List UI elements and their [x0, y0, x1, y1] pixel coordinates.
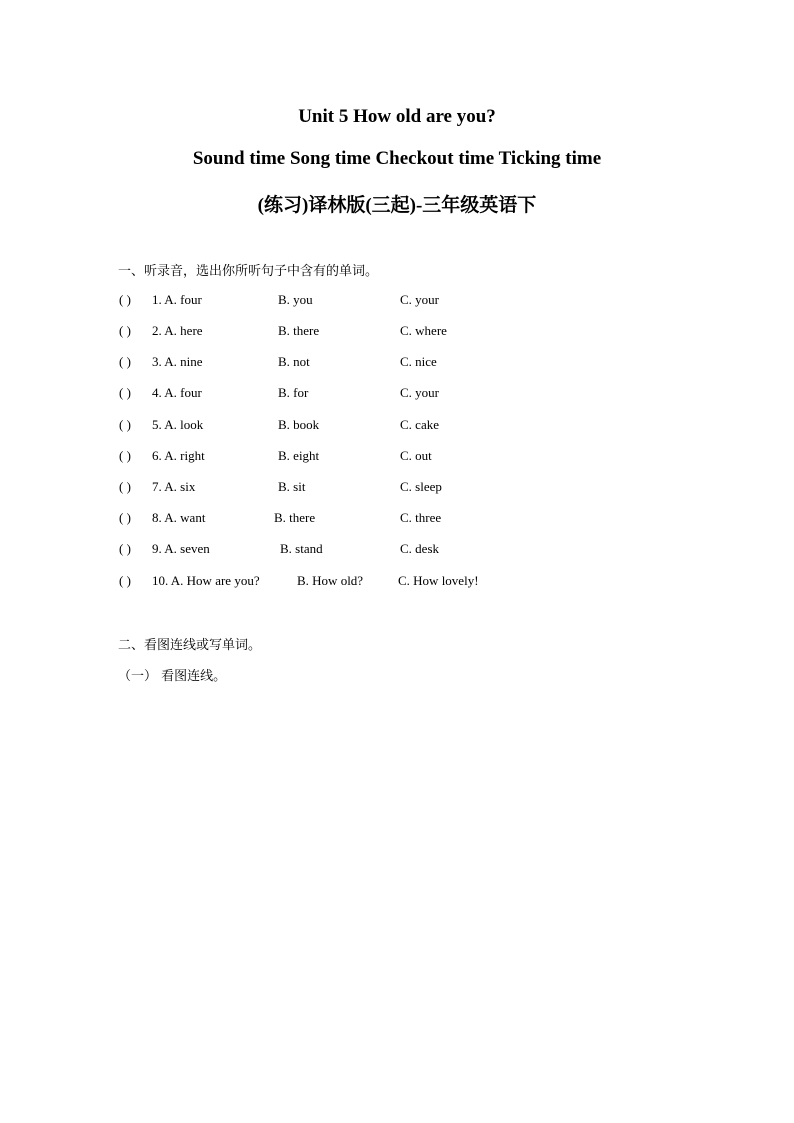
question-row-1	[0, 292, 794, 312]
answer-bracket[interactable]: ( )	[119, 510, 131, 525]
answer-bracket[interactable]: ( )	[119, 479, 131, 494]
option-c: C. sleep	[400, 479, 442, 494]
option-a: 2. A. here	[152, 323, 203, 338]
question-row-9	[0, 541, 794, 561]
option-b: B. stand	[280, 541, 323, 556]
option-a: 10. A. How are you?	[152, 573, 260, 588]
answer-bracket[interactable]: ( )	[119, 541, 131, 556]
option-c: C. your	[400, 292, 439, 307]
answer-bracket[interactable]: ( )	[119, 417, 131, 432]
option-a: 6. A. right	[152, 448, 205, 463]
section-1-heading: 一、听录音，选出你所听句子中含有的单词。	[118, 264, 379, 279]
option-b: B. book	[278, 417, 320, 432]
question-row-7	[0, 479, 794, 499]
option-a: 7. A. six	[152, 479, 196, 494]
unit-title: Unit 5 How old are you?	[298, 106, 496, 127]
option-a: 8. A. want	[152, 510, 206, 525]
question-row-6	[0, 448, 794, 468]
option-b: B. How old?	[297, 573, 364, 588]
option-a: 4. A. four	[152, 385, 202, 400]
option-c: C. your	[400, 385, 439, 400]
answer-bracket[interactable]: ( )	[119, 292, 131, 307]
question-row-5	[0, 417, 794, 437]
answer-bracket[interactable]: ( )	[119, 354, 131, 369]
answer-bracket[interactable]: ( )	[119, 573, 131, 588]
option-a: 3. A. nine	[152, 354, 203, 369]
option-c: C. cake	[400, 417, 439, 432]
option-b: B. for	[278, 385, 309, 400]
section-2-subheading: （一） 看图连线。	[118, 669, 227, 684]
option-c: C. where	[400, 323, 447, 338]
textbook-subtitle: (练习)译林版(三起)-三年级英语下	[257, 195, 537, 216]
option-c: C. three	[400, 510, 442, 525]
answer-bracket[interactable]: ( )	[119, 323, 131, 338]
question-row-3	[0, 354, 794, 374]
option-c: C. out	[400, 448, 432, 463]
option-b: B. there	[274, 510, 316, 525]
option-b: B. eight	[278, 448, 320, 463]
option-b: B. you	[278, 292, 313, 307]
answer-bracket[interactable]: ( )	[119, 448, 131, 463]
option-b: B. sit	[278, 479, 306, 494]
option-a: 5. A. look	[152, 417, 204, 432]
question-row-10	[0, 573, 794, 593]
lesson-sections-title: Sound time Song time Checkout time Ticking time	[192, 148, 602, 169]
answer-bracket[interactable]: ( )	[119, 385, 131, 400]
option-a: 9. A. seven	[152, 541, 210, 556]
option-c: C. How lovely!	[398, 573, 479, 588]
question-row-4	[0, 385, 794, 405]
section-2-heading: 二、看图连线或写单词。	[118, 638, 262, 653]
question-row-2	[0, 323, 794, 343]
option-b: B. not	[278, 354, 310, 369]
option-c: C. desk	[400, 541, 439, 556]
question-row-8	[0, 510, 794, 530]
option-a: 1. A. four	[152, 292, 202, 307]
option-b: B. there	[278, 323, 320, 338]
option-c: C. nice	[400, 354, 437, 369]
